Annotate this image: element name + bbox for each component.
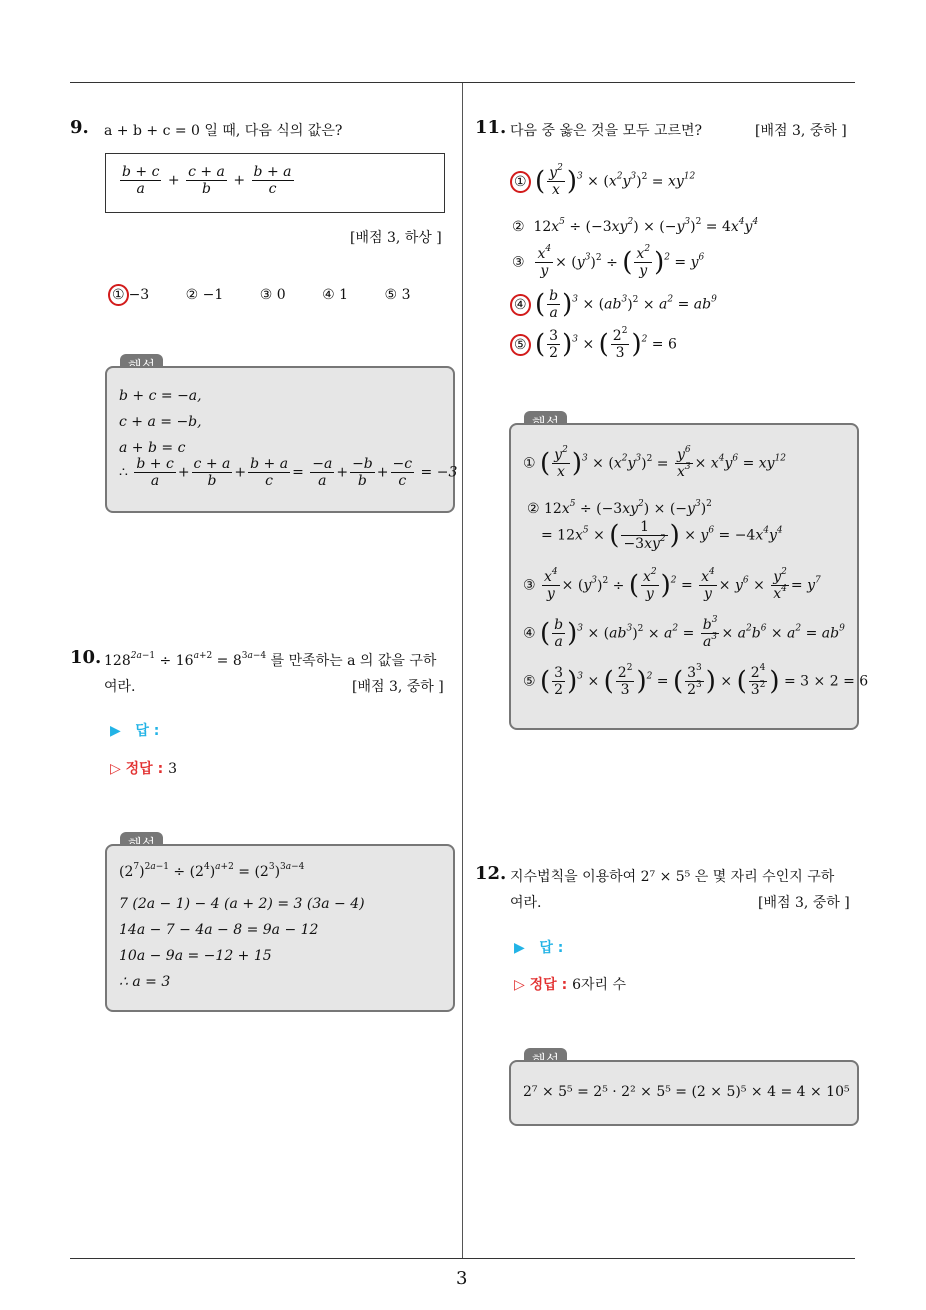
q12-correct-marker-icon: ▷ xyxy=(514,977,525,993)
q11-exp-line-3: ③ $\frac{x^4}{y}$ × $(y^3)^2$ ÷ ( $\frac{x^2}{y}$ )$^2$ = $\frac{x^4}{y}$ × $y^6$ × $\frac{y^2}{x^4}$ = $y^7$ xyxy=(523,567,821,602)
q12-stem-line1: 지수법칙을 이용하여 2⁷ × 5⁵ 은 몇 자리 수인지 구하 xyxy=(510,869,835,885)
q9-number: 9. xyxy=(70,117,89,138)
q9-expression: $\frac{b + c}{a}$ + $\frac{c + a}{b}$ + $\frac{b + a}{c}$ xyxy=(122,164,292,197)
q10-correct-value: 3 xyxy=(168,761,177,777)
q12-exp-line: 2⁷ × 5⁵ = 2⁵ · 2² × 5⁵ = (2 × 5)⁵ × 4 = 4 × 10⁵ xyxy=(523,1084,850,1100)
q10-exp-line-3: 14a − 7 − 4a − 8 = 9a − 12 xyxy=(119,922,319,938)
q10-answer-marker-icon: ▶ xyxy=(110,723,121,739)
q9-expression-box xyxy=(105,153,445,213)
q10-stem: $128^{2a-1} \div 16^{a+2} = 8^{3a-4}$ 를 만족하는 a 의 값을 구하 xyxy=(104,651,437,669)
q12-number: 12. xyxy=(475,863,507,884)
q12-answer-label: 답 : xyxy=(539,940,564,956)
q10-answer-row xyxy=(110,720,159,740)
q10-exp-line-1: $(2^7)^{2a-1} \div (2^4)^{a+2} = (2^3)^{3a-4}$ xyxy=(119,862,305,880)
q10-number: 10. xyxy=(70,647,102,668)
q12-score: [배점 3, 중하 ] xyxy=(758,895,850,911)
q10-exp-line-4: 10a − 9a = −12 + 15 xyxy=(119,948,272,964)
q12-correct-row xyxy=(514,974,626,994)
q10-exp-line-2: 7 (2a − 1) − 4 (a + 2) = 3 (3a − 4) xyxy=(119,896,365,912)
q9-explanation-box xyxy=(105,366,458,513)
q11-exp-line-5: ⑤ ( $\frac{3}{2}$ )$^3$ × ( $\frac{2^2}{3}$ )$^2$ = ( $\frac{3^3}{2^3}$ ) × ( $\frac{2^4}{3^2}$ ) = 3 × 2 = 6 xyxy=(523,663,869,698)
q12-answer-row xyxy=(514,937,563,957)
q10-stem-line2: 여라. xyxy=(104,679,136,695)
q9-exp-line-1: b + c = −a, xyxy=(119,388,202,404)
q11-option-4[interactable]: ④ ( $\frac{b}{a}$ )$^3 \times (ab^3)^2 \times a^2 = ab^9$ xyxy=(510,288,717,321)
q10-answer-label: 답 : xyxy=(135,723,160,739)
q9-stem: a + b + c = 0 일 때, 다음 식의 값은? xyxy=(104,123,343,139)
q11-exp-line-1: ① ( $\frac{y^2}{x}$ )$^3 \times (x^2y^3)^2$ = $\frac{y^6}{x^3}$ × $x^4y^6 = xy^{12}$ xyxy=(523,445,787,480)
bottom-rule xyxy=(70,1258,855,1259)
q9-option-4[interactable]: ④ 1 xyxy=(322,287,349,303)
q10-correct-label: 정답 : xyxy=(125,761,164,777)
q11-option-1[interactable]: ① ( $\frac{y^2}{x}$ )$^3 \times (x^2y^3)^2 = xy^{12}$ xyxy=(510,165,695,198)
q11-exp-line-4: ④ ( $\frac{b}{a}$ )$^3 \times (ab^3)^2 \times a^2$ = $\frac{b^3}{a^3}$ × $a^2b^6 \times a^2 = ab^9$ xyxy=(523,615,845,650)
q11-exp-line-2b: = $12x^5$ × ( $\frac{1}{-3xy^2}$ ) × $y^6 = -4x^4y^4$ xyxy=(541,519,783,552)
q11-score: [배점 3, 중하 ] xyxy=(755,123,847,139)
q9-option-2[interactable]: ② −1 xyxy=(185,287,224,303)
q11-option-5[interactable]: ⑤ ( $\frac{3}{2}$ )$^3$ × ( $\frac{2^2}{3}$ )$^2$ = 6 xyxy=(510,328,677,361)
q9-options xyxy=(108,284,442,306)
column-divider xyxy=(462,83,463,1258)
q9-option-1[interactable]: ① −3 xyxy=(108,287,149,303)
q9-exp-line-2: c + a = −b, xyxy=(119,414,202,430)
q12-stem-line2: 여라. xyxy=(510,895,542,911)
q10-score: [배점 3, 중하 ] xyxy=(352,679,444,695)
q9-exp-line-3: a + b = c xyxy=(119,440,186,456)
q9-exp-line-4: ∴ $\frac{b + c}{a}$ + $\frac{c + a}{b}$ + $\frac{b + a}{c}$ = $\frac{-a}{a}$ + $\frac{-b}{b}$ + $\frac{-c}{c}$ = −3 xyxy=(119,456,458,489)
q12-correct-label: 정답 : xyxy=(529,977,568,993)
q12-explanation-box xyxy=(509,1060,859,1126)
q11-explanation-box xyxy=(509,423,869,730)
q10-exp-line-5: ∴ a = 3 xyxy=(119,974,171,990)
q11-stem: 다음 중 옳은 것을 모두 고르면? xyxy=(510,123,703,139)
q10-correct-marker-icon: ▷ xyxy=(110,761,121,777)
q11-number: 11. xyxy=(475,117,507,138)
q9-option-3[interactable]: ③ 0 xyxy=(259,287,286,303)
q11-option-3[interactable]: ③ $\frac{x^4}{y}$ × $(y^3)^2$ ÷ ( $\frac{x^2}{y}$ )$^2 = y^6$ xyxy=(512,244,705,279)
page-number: 3 xyxy=(456,1268,468,1289)
q9-score: [배점 3, 하상 ] xyxy=(350,230,442,246)
q12-answer-marker-icon: ▶ xyxy=(514,940,525,956)
q11-exp-line-2a: ② $12x^5 \div (-3xy^2) \times (-y^3)^2$ xyxy=(527,499,712,517)
q9-option-5[interactable]: ⑤ 3 xyxy=(384,287,411,303)
q11-option-2[interactable]: ② $12x^5 \div (-3xy^2) \times (-y^3)^2 = 4x^4y^4$ xyxy=(512,217,759,235)
q12-correct-value: 6자리 수 xyxy=(572,977,626,993)
q10-correct-row xyxy=(110,758,177,778)
q10-explanation-box xyxy=(105,844,455,1012)
